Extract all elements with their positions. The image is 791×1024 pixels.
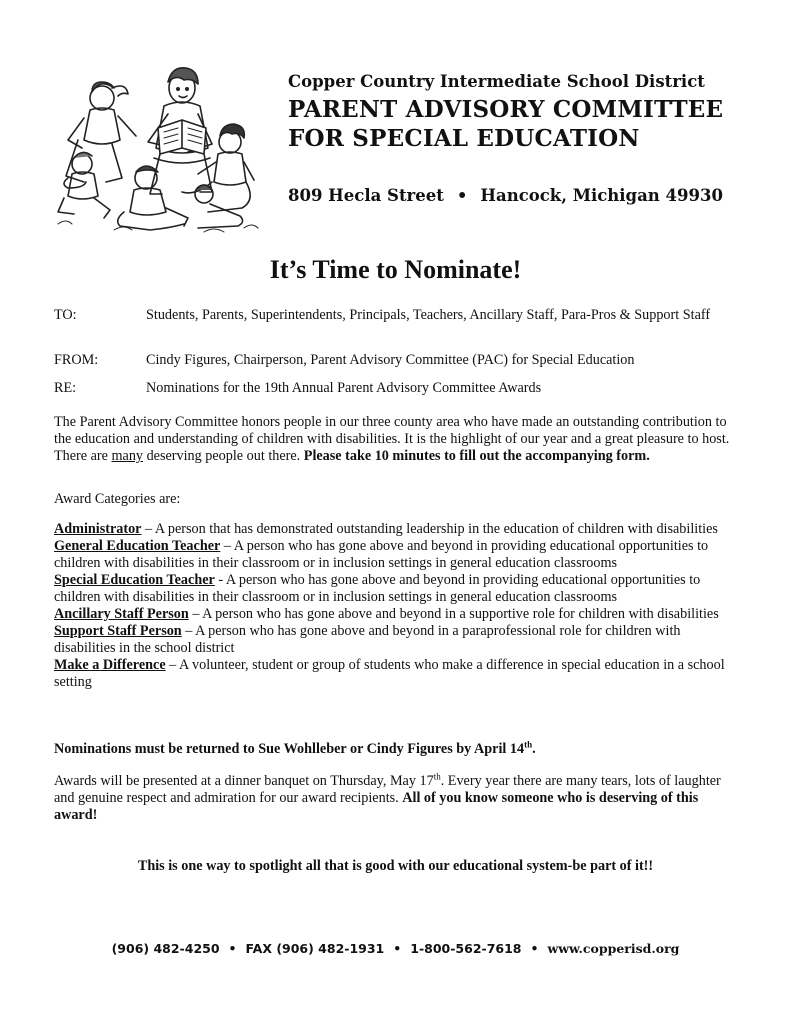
award-categories: [54, 521, 740, 691]
nomination-deadline: [54, 741, 740, 758]
categories-label: Award Categories are:: [54, 491, 181, 507]
bullet-separator: •: [530, 941, 539, 956]
category-general-education-teacher: [54, 538, 740, 572]
memo-from-value: Cindy Figures, Chairperson, Parent Advisory Committee (PAC) for Special Education: [146, 352, 635, 368]
children-reading-illustration-icon: [54, 58, 264, 236]
memo-to-value: Students, Parents, Superintendents, Principals, Teachers, Ancillary Staff, Para-Pros & Support Staff: [146, 307, 711, 323]
deadline-ordinal: th: [524, 739, 533, 750]
bullet-separator: •: [393, 941, 402, 956]
category-description: – A person who has gone above and beyond in a supportive role for children with disabilities: [188, 606, 719, 622]
footer-fax: FAX (906) 482-1931: [245, 941, 385, 956]
category-make-a-difference: [54, 657, 740, 691]
category-name: Make a Difference: [54, 657, 166, 673]
category-description: – A person who has gone above and beyond in a paraprofessional role for children with disabilities in the school district: [54, 623, 681, 656]
committee-name-line-1: PARENT ADVISORY COMMITTEE: [288, 96, 724, 123]
deadline-text: Nominations must be returned to Sue Wohlleber or Cindy Figures by April 14: [54, 741, 525, 757]
contact-footer: [0, 941, 791, 956]
city-address: Hancock, Michigan 49930: [480, 186, 723, 205]
spotlight-statement: This is one way to spotlight all that is good with our educational system-be part of it!!: [137, 858, 654, 874]
category-description: - A person who has gone above and beyond in providing educational opportunities to children with disabilities in their classroom or in inclusion settings in general education classrooms: [54, 572, 701, 605]
category-special-education-teacher: [54, 572, 740, 606]
deadline-end: .: [532, 741, 536, 757]
committee-name-line-2: FOR SPECIAL EDUCATION: [288, 125, 640, 152]
category-name: Ancillary Staff Person: [54, 606, 189, 622]
category-description: – A volunteer, student or group of students who make a difference in special education in a school setting: [54, 657, 725, 690]
awards-bold: All of you know someone who is deserving of this award!: [54, 790, 699, 823]
category-administrator: [54, 521, 740, 538]
committee-name: [288, 95, 723, 153]
awards-text-a: Awards will be presented at a dinner banquet on Thursday, May 17: [54, 773, 434, 789]
intro-many: many: [111, 448, 144, 464]
district-name: Copper Country Intermediate School District: [288, 72, 705, 91]
memo-to-label: TO:: [54, 307, 77, 323]
category-name: General Education Teacher: [54, 538, 221, 554]
awards-text-b: . Every year there are many tears, lots of laughter and genuine respect and admiration for our award recipients.: [54, 773, 721, 806]
category-support-staff-person: [54, 623, 740, 657]
category-description: – A person that has demonstrated outstanding leadership in the education of children with disabilities: [141, 521, 718, 537]
memo-re-value: Nominations for the 19th Annual Parent Advisory Committee Awards: [146, 380, 542, 396]
bullet-separator: •: [456, 186, 468, 205]
intro-paragraph: [54, 414, 740, 465]
category-ancillary-staff-person: [54, 606, 740, 623]
street-address: 809 Hecla Street: [288, 186, 444, 205]
category-name: Administrator: [54, 521, 142, 537]
awards-paragraph: [54, 773, 740, 824]
footer-website: www.copperisd.org: [547, 941, 680, 956]
bullet-separator: •: [228, 941, 237, 956]
intro-text-a: The Parent Advisory Committee honors people in our three county area who have made an outstanding contribution to the education and understanding of children with disabilities. It is the highlight of our year and a great pleasure to host. There are: [54, 414, 730, 464]
category-name: Special Education Teacher: [54, 572, 215, 588]
footer-toll-free: 1-800-562-7618: [410, 941, 522, 956]
memo-re-label: RE:: [54, 380, 77, 396]
category-name: Support Staff Person: [54, 623, 182, 639]
category-description: – A person who has gone above and beyond in providing educational opportunities to children with disabilities in their classroom or in inclusion settings in general education classrooms: [54, 538, 709, 571]
intro-text-b: deserving people out there.: [143, 448, 304, 464]
page-title: It’s Time to Nominate!: [269, 255, 522, 284]
awards-ordinal: th: [433, 771, 441, 782]
intro-bold-request: Please take 10 minutes to fill out the accompanying form.: [303, 448, 650, 464]
memo-from-label: FROM:: [54, 352, 99, 368]
address: [288, 186, 723, 205]
footer-phone: (906) 482-4250: [111, 941, 220, 956]
